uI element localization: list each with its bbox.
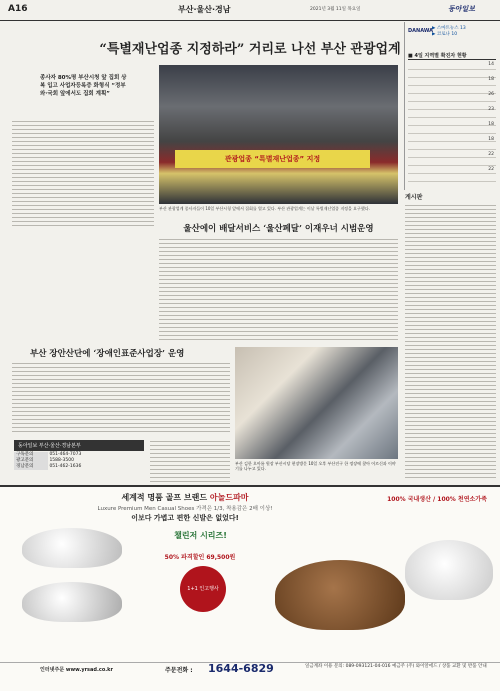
factory-body <box>12 360 230 435</box>
sidebar-link[interactable]: ▶ 스마트뉴스 13 <box>432 26 466 31</box>
sidebar-logo: DANAWA <box>408 28 434 34</box>
shoe-image <box>22 582 122 622</box>
shoe-image <box>405 540 493 600</box>
sidebar-number: 18 <box>488 77 494 82</box>
section-title: 부산·울산·경남 <box>178 5 231 14</box>
main-subhead: 종사자 80%명 부산시청 앞 집회 상복 입고 사업자등록증 화형식 “정부와·국회 앞에서도 집회 계획” <box>40 75 127 97</box>
article1-body-left <box>12 118 154 228</box>
sidebar-number: 18 <box>488 137 494 142</box>
contact-value: 051-464-7073 <box>49 452 82 457</box>
vaccination-caption: 부산 김한 오아름 원장 부산시당 현장방문 10일 오후 부산진구 한 정장에 찾아 어르신과 이야기를 나누고 있다. <box>235 461 396 471</box>
sidebar-number: 22 <box>488 167 494 172</box>
contact-row <box>14 464 144 470</box>
ad-right-title: 100% 국내생산 / 100% 천연소가죽 <box>387 496 487 503</box>
page-number: A16 <box>8 4 28 14</box>
sidebar-number: 14 <box>488 62 494 67</box>
sidebar-table <box>408 62 496 182</box>
sidebar-number: 23 <box>488 107 494 112</box>
ad-headline: 이보다 가볍고 편한 신발은 없었다! <box>131 514 239 522</box>
main-headline: “특별재난업종 지정하라” 거리로 나선 부산 관광업계 <box>99 42 401 57</box>
promo-badge: 1+1 인고행사 <box>180 566 226 612</box>
delivery-headline: 울산에이 배달서비스 ‘울산페달’ 이재우너 시범운영 <box>183 224 374 234</box>
bulletin-body <box>405 202 496 478</box>
sidebar-number: 18 <box>488 122 494 127</box>
sidebar-link[interactable]: ▶ 코로나 10 <box>432 32 458 37</box>
ad-web-order[interactable]: 인터넷주문 www.yrsad.co.kr <box>40 667 113 673</box>
contact-box <box>14 452 144 470</box>
protest-photo-caption: 부산 관광업계 종사자들이 10일 부산시청 앞에서 집회를 열고 있다. 부산 관광업계는 이날 특별재난업종 지정을 요구했다. <box>159 206 370 211</box>
ad-price: 50% 파격할인 69,500원 <box>164 554 236 561</box>
protest-banner: 관광업종 “특별재난업종” 지정 <box>175 150 370 168</box>
protest-photo <box>159 65 398 204</box>
ad-phone-label: 주문전화 : <box>165 667 193 674</box>
ad-subline: Luxure Premium Men Casual Shoes 가격은 1/3, 착용감은 2배 이상! <box>97 506 273 512</box>
ad-sale-title: 챌린저 시리즈! <box>174 531 227 540</box>
contact-label: 구독문의 <box>14 452 48 458</box>
sidebar-number: 26 <box>488 92 494 97</box>
vaccination-photo <box>235 347 398 459</box>
ad-brand-name: 아놀드파마 <box>209 493 249 502</box>
contact-value: 1588-3500 <box>49 458 74 463</box>
sidebar-table-title: ■ 4일 지역별 확진자 현황 <box>408 52 496 60</box>
shoe-image <box>22 528 122 568</box>
contact-label: 광고문의 <box>14 458 48 464</box>
factory-body-tail <box>150 438 230 482</box>
ad-footer-note: 일금계좌 이용 문의: 089-093121-04-016 예금주 (주) 와이알에드 / 상품 교환 및 반품 안내 <box>305 664 487 669</box>
contact-value: 051-462-1636 <box>49 464 82 469</box>
ad-title <box>0 492 370 503</box>
ad-phone-number[interactable]: 1644-6829 <box>208 662 274 675</box>
ad-brand-line: 세계적 명품 골프 브랜드 <box>121 493 208 502</box>
contact-label: 경남문의 <box>14 464 48 470</box>
bulletin-title: 게시판 <box>405 194 423 201</box>
factory-headline: 부산 장안산단에 ‘장애인표준사업장’ 운영 <box>30 349 185 359</box>
issue-date: 2021년 3월 11일 목요일 <box>310 7 361 12</box>
sidebar-links <box>432 26 466 38</box>
page-header <box>0 0 500 21</box>
sidebar-number: 22 <box>488 152 494 157</box>
delivery-body <box>159 236 398 340</box>
shoe-image <box>275 560 405 630</box>
contact-box-title: 동아일보 부산·울산·경남본부 <box>14 440 144 451</box>
newspaper-logo: 동아일보 <box>448 5 476 13</box>
